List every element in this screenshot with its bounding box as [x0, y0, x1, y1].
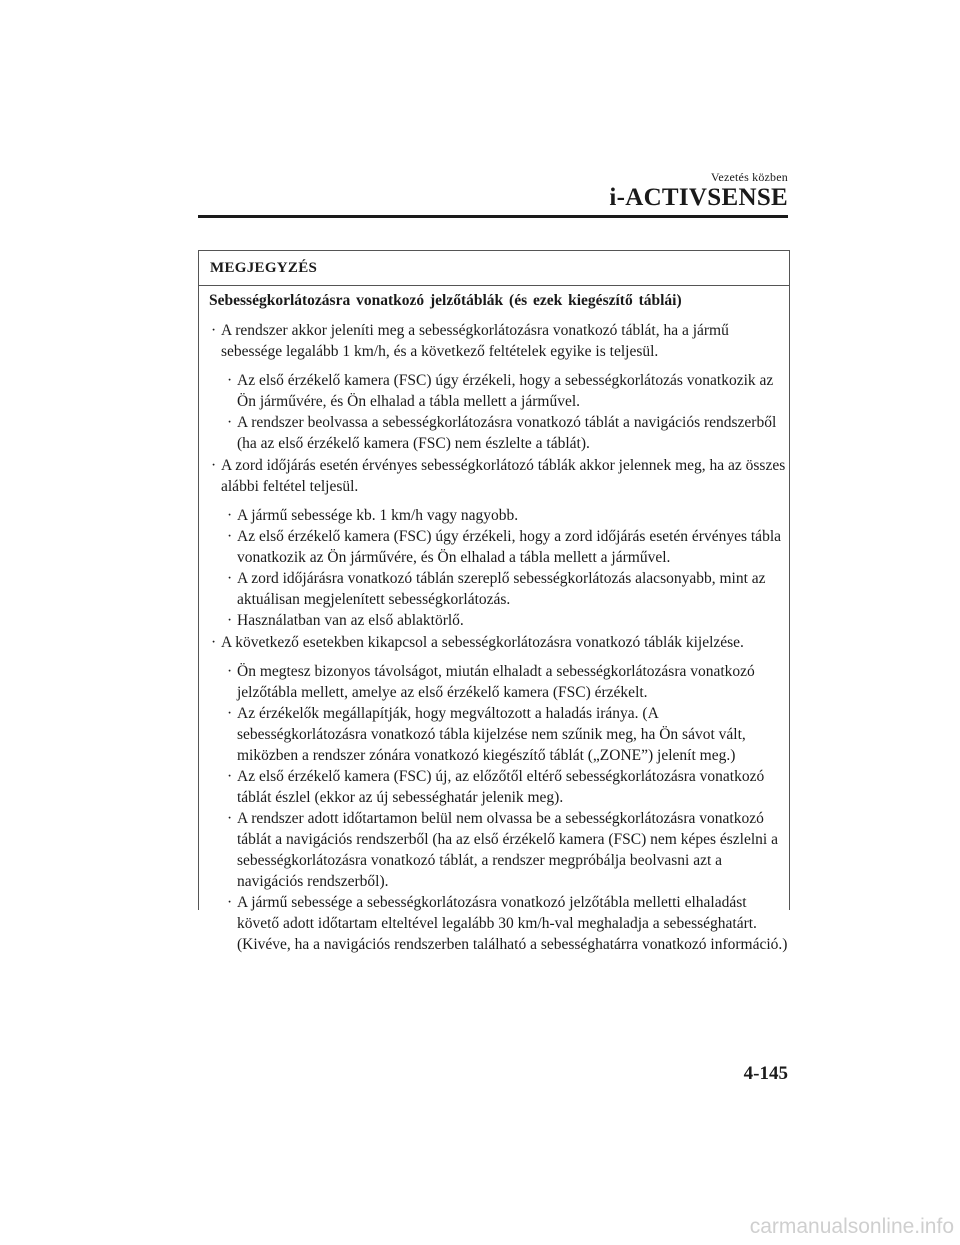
- page-number: 4-145: [743, 1063, 788, 1084]
- sub-bullet-item: [209, 610, 789, 631]
- bullet-icon: ·: [211, 634, 217, 651]
- bullet-text: Az első érzékelő kamera (FSC) úgy érzékeli, hogy a zord időjárás esetén érvényes tábla vonatkozik az Ön járművére, és Ön elhalad a tábla mellett a járművel.: [237, 528, 781, 566]
- sub-bullet-item: [209, 808, 789, 892]
- bullet-item: [209, 455, 789, 497]
- bullet-icon: ·: [227, 663, 233, 680]
- sub-bullet-item: [209, 412, 789, 454]
- note-body: [199, 286, 789, 955]
- bullet-icon: ·: [227, 810, 233, 827]
- bullet-text: Ön megtesz bizonyos távolságot, miután elhaladt a sebességkorlátozásra vonatkozó jelzőtábla mellett, amelye az első érzékelő kamera (FSC) érzékelt.: [237, 663, 755, 701]
- bullet-text: Az első érzékelő kamera (FSC) új, az előzőtől eltérő sebességkorlátozásra vonatkozó táblát észlel (ekkor az új sebességhatár jelenik meg).: [237, 768, 765, 806]
- header-divider: [198, 215, 788, 218]
- watermark: carmanualsonline.info: [749, 1215, 954, 1238]
- bullet-text: A rendszer beolvassa a sebességkorlátozásra vonatkozó táblát a navigációs rendszerből (ha az első érzékelő kamera (FSC) nem észlelte a táblát).: [237, 414, 777, 452]
- bullet-item: [209, 320, 789, 362]
- bullet-text: A zord időjárás esetén érvényes sebességkorlátozó táblák akkor jelennek meg, ha az összes alábbi feltétel teljesül.: [221, 457, 786, 495]
- bullet-text: Az első érzékelő kamera (FSC) úgy érzékeli, hogy a sebességkorlátozás vonatkozik az Ön járművére, és Ön elhalad a tábla mellett a járművel.: [237, 372, 774, 410]
- note-subheading: Sebességkorlátozásra vonatkozó jelzőtáblák (és ezek kiegészítő táblái): [209, 292, 682, 309]
- bullet-text: A rendszer akkor jeleníti meg a sebességkorlátozásra vonatkozó táblát, ha a jármű sebessége legalább 1 km/h, és a következő feltételek egyike is teljesül.: [221, 322, 729, 360]
- bullet-item: [209, 632, 789, 653]
- bullet-icon: ·: [227, 705, 233, 722]
- bullet-icon: ·: [211, 457, 217, 474]
- bullet-icon: ·: [227, 768, 233, 785]
- sub-bullet-item: [209, 892, 789, 955]
- bullet-text: A jármű sebessége kb. 1 km/h vagy nagyobb.: [237, 507, 519, 524]
- sub-bullet-item: [209, 766, 789, 808]
- bullet-text: A következő esetekben kikapcsol a sebességkorlátozásra vonatkozó táblák kijelzése.: [221, 634, 744, 651]
- bullet-icon: ·: [227, 528, 233, 545]
- note-heading: MEGJEGYZÉS: [199, 251, 789, 286]
- bullet-icon: ·: [227, 894, 233, 911]
- sub-bullet-item: [209, 661, 789, 703]
- section-label: Vezetés közben: [710, 170, 788, 184]
- bullet-icon: ·: [227, 570, 233, 587]
- sub-bullet-item: [209, 703, 789, 766]
- chapter-title: i-ACTIVSENSE: [609, 184, 788, 211]
- sub-bullet-item: [209, 526, 789, 568]
- bullet-icon: ·: [227, 372, 233, 389]
- bullet-icon: ·: [211, 322, 217, 339]
- sub-bullet-item: [209, 370, 789, 412]
- bullet-text: A jármű sebessége a sebességkorlátozásra vonatkozó jelzőtábla melletti elhaladást követő adott időtartam elteltével legalább 30 km/h-val meghaladja a sebességhatárt. (Kivéve, ha a navigációs rendszerben található a sebességhatárra vonatkozó információ.): [237, 894, 788, 953]
- bullet-text: A rendszer adott időtartamon belül nem olvassa be a sebességkorlátozásra vonatkozó táblát a navigációs rendszerből (ha az első érzékelő kamera (FSC) nem képes észlelni a sebességkorlátozásra vonatkozó táblát, a rendszer megpróbálja beolvasni azt a navigációs rendszerből).: [237, 810, 778, 890]
- bullet-text: Az érzékelők megállapítják, hogy megváltozott a haladás iránya. (A sebességkorlátozásra vonatkozó tábla kijelzése nem szűnik meg, ha Ön sávot vált, miközben a rendszer zónára vonatkozó kiegészítő táblát („ZONE”) jelenít meg.): [237, 705, 746, 764]
- sub-bullet-item: [209, 505, 789, 526]
- bullet-icon: ·: [227, 507, 233, 524]
- note-box: [198, 250, 790, 953]
- sub-bullet-item: [209, 568, 789, 610]
- bullet-text: A zord időjárásra vonatkozó táblán szereplő sebességkorlátozás alacsonyabb, mint az aktuálisan megjelenített sebességkorlátozás.: [237, 570, 766, 608]
- bullet-icon: ·: [227, 612, 233, 629]
- bullet-icon: ·: [227, 414, 233, 431]
- bullet-text: Használatban van az első ablaktörlő.: [237, 612, 464, 629]
